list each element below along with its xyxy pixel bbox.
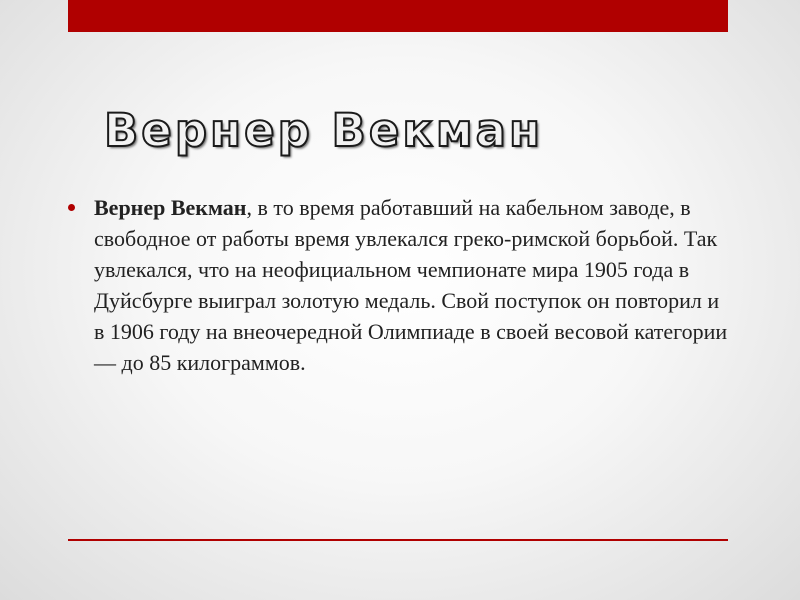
bullet-item	[68, 192, 728, 378]
bullet-bold-name: Вернер Векман	[94, 195, 247, 220]
bullet-text: , в то время работавший на кабельном заводе, в свободное от работы время увлекался греко-римской борьбой. Так увлекался, что на неофициальном чемпионате мира 1905 года в Дуйсбурге выиграл золотую медаль. Свой поступок он повторил и в 1906 году на внеочередной Олимпиаде в своей весовой категории — до 85 килограммов.	[94, 195, 728, 375]
slide-content	[68, 192, 728, 378]
slide-title: Вернер Векман	[104, 104, 544, 157]
bottom-divider	[68, 539, 728, 541]
top-accent-bar	[68, 0, 728, 32]
bullet-dot-icon	[68, 204, 75, 211]
